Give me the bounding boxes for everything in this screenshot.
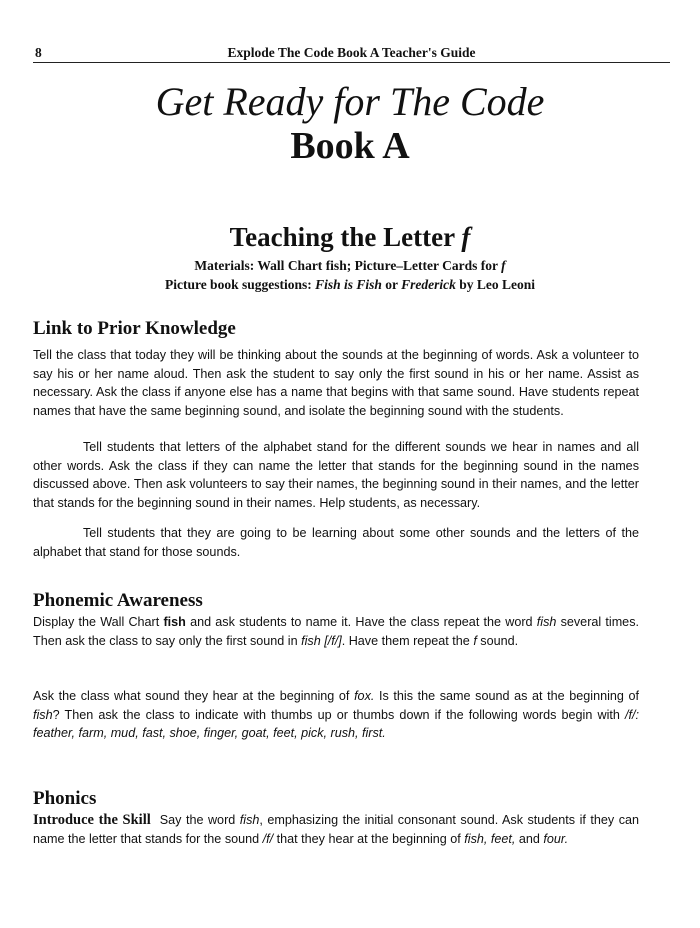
book-title-2: Frederick: [401, 277, 456, 292]
text-run-bold: fish: [163, 615, 186, 629]
phonics-paragraph-1: [33, 811, 639, 848]
page-number: 8: [35, 45, 42, 60]
materials-label: Materials: Wall Chart: [194, 258, 326, 273]
introduce-skill-label: Introduce the Skill: [33, 812, 151, 828]
text-run: Is this the same sound as at the beginning of: [374, 689, 640, 703]
text-run-italic: fish: [239, 813, 260, 827]
books-label: Picture book suggestions:: [164, 277, 316, 292]
materials-chart: fish: [325, 258, 347, 273]
text-run-italic: fish: [33, 707, 53, 722]
text-run-italic: fox.: [354, 689, 375, 703]
book-title-1: Fish is Fish: [315, 277, 382, 292]
prior-knowledge-paragraph-3: Tell students that they are going to be learning about some other sounds and the letters of the alphabet that stand for those sounds.: [33, 526, 639, 559]
text-run: Say the word: [150, 813, 240, 827]
text-run-italic: fish: [536, 615, 557, 629]
materials-rest: ; Picture–Letter Cards for: [346, 258, 502, 273]
book-suggestions-line: [0, 277, 700, 293]
phonemic-paragraph-2: [33, 687, 639, 743]
page-title-line1: Get Ready for The Code: [155, 79, 545, 124]
books-author: by Leo Leoni: [455, 277, 536, 292]
text-run-italic: f: [473, 633, 477, 648]
lesson-title-prefix: Teaching the Letter: [229, 222, 462, 252]
materials-line: [0, 258, 700, 274]
materials-letter: f: [501, 258, 506, 273]
section-heading-phonemic-awareness: Phonemic Awareness: [33, 590, 203, 611]
section-heading-prior-knowledge: Link to Prior Knowledge: [33, 318, 236, 339]
page-title: [0, 80, 700, 168]
prior-knowledge-paragraph-2: Tell students that letters of the alphabet stand for the different sounds we hear in names and all other words. Ask the class if they can name the letter that stands for the beginning sound in the names discussed above. Then ask volunteers to say their names, the beginning sound in their names, and the letter that stands for the beginning sound in their names. Help students, as necessary.: [33, 440, 639, 510]
lesson-title: [0, 222, 700, 253]
prior-knowledge-paragraph-1: Tell the class that today they will be thinking about the sounds at the beginning of words. Ask a volunteer to say his or her name aloud. Then ask the student to say only the first sound in his or her name. Assist as necessary. Ask the class if anyone else has a name that begins with that same sound. Have students repeat names that have the same beginning sound, and isolate the beginning sound with the students.: [33, 348, 639, 418]
text-run: and: [515, 831, 544, 846]
text-run-italic: /f/: feather, farm, mud, fast, shoe, finger, goat, feet, pick, rush, first.: [33, 707, 639, 740]
text-run: ? Then ask the class to indicate with thumbs up or thumbs down if the following words begin with: [52, 707, 625, 722]
header-title: Explode The Code Book A Teacher's Guide: [227, 45, 476, 60]
text-run: , emphasizing the initial consonant sound. Ask students if they can name the letter that stands for the sound: [33, 813, 640, 846]
phonemic-paragraph-1: [33, 613, 639, 650]
text-run: several times. Then ask the class to say only the first sound in: [33, 615, 639, 648]
running-header: [33, 43, 670, 63]
books-or: or: [381, 277, 402, 292]
text-run-italic: fish [/f/]: [301, 633, 342, 648]
page-title-line2: Book A: [290, 125, 410, 167]
text-run: and ask students to name it. Have the class repeat the word: [185, 615, 537, 629]
text-run: that they hear at the beginning of: [273, 831, 465, 846]
text-run-italic: /f/: [262, 831, 274, 846]
text-run: sound.: [476, 633, 519, 648]
text-run: Display the Wall Chart: [33, 615, 164, 629]
text-run: Ask the class what sound they hear at the beginning of: [33, 689, 355, 703]
text-run-italic: fish, feet,: [464, 831, 516, 846]
section-heading-phonics: Phonics: [33, 788, 97, 809]
text-run: . Have them repeat the: [341, 633, 474, 648]
lesson-title-letter: f: [461, 222, 471, 252]
text-run-italic: four.: [543, 831, 569, 846]
